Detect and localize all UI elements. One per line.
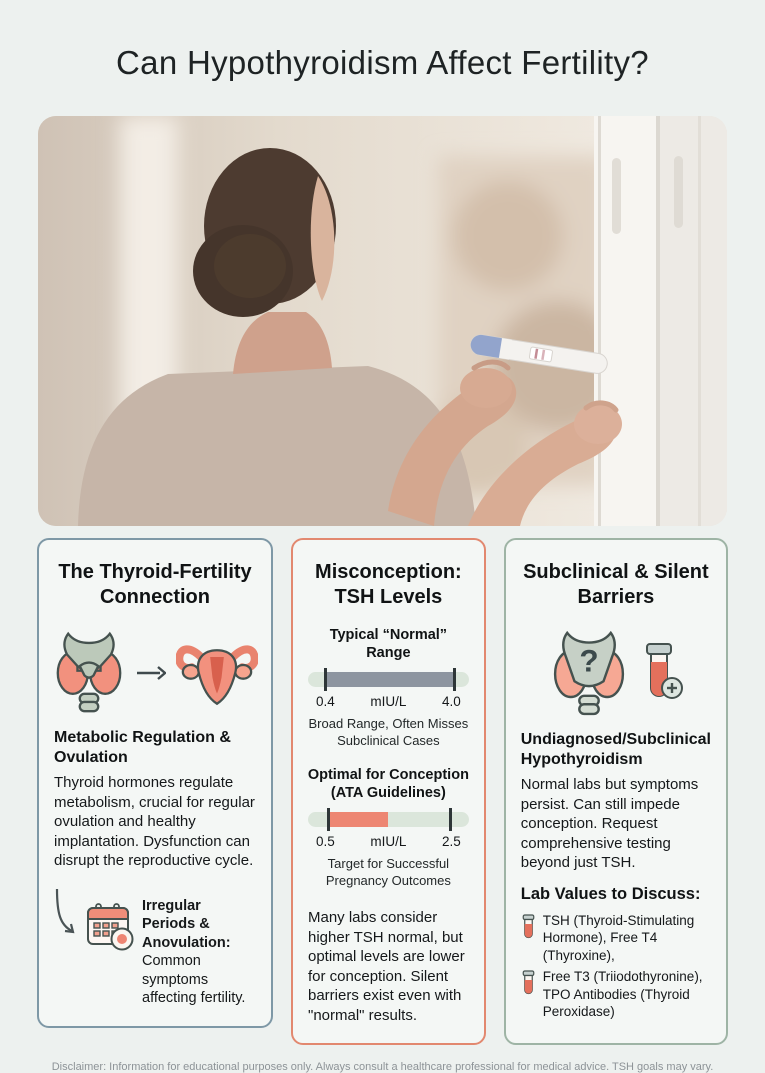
range-tick-max <box>449 808 452 831</box>
page-title: Can Hypothyroidism Affect Fertility? <box>116 44 649 81</box>
hero-photo <box>38 116 727 526</box>
lab-value-text: Free T3 (Triiodothyronine), TPO Antibodies (Thyroid Peroxidase) <box>542 969 703 1020</box>
curved-arrow-icon <box>52 887 78 939</box>
card-body: Normal labs but symptoms persist. Can still impede conception. Request comprehensive testing beyond just TSH. <box>520 776 699 872</box>
calendar-ovum-icon <box>84 901 136 953</box>
test-tube-icon <box>521 914 536 940</box>
card-title: The Thyroid-Fertility Connection <box>58 561 252 608</box>
card-title: Misconception: TSH Levels <box>315 561 462 608</box>
info-cards-row <box>0 538 765 1045</box>
window-handle-icon <box>612 158 621 234</box>
range-tick-min <box>327 808 330 831</box>
lab-values-title: Lab Values to Discuss: <box>520 884 701 903</box>
range-unit: mIU/L <box>370 694 407 710</box>
blood-test-tube-icon <box>639 642 683 706</box>
range-caption: Broad Range, Often Misses Subclinical Cases <box>308 716 469 749</box>
irregular-periods-callout <box>52 885 258 1008</box>
range-min: 0.4 <box>316 694 335 710</box>
range-bar-track <box>308 672 469 687</box>
range-max: 2.5 <box>441 834 461 850</box>
card-subclinical-barriers <box>504 538 728 1045</box>
range-max: 4.0 <box>441 694 461 710</box>
card-misconception-tsh <box>291 538 486 1045</box>
test-tube-icon <box>521 970 536 996</box>
typical-range-label: Typical “Normal” Range <box>329 627 448 662</box>
callout-body: Common symptoms affecting fertility. <box>142 953 246 1007</box>
lab-value-item <box>521 968 713 1021</box>
arrow-right-icon <box>136 665 166 681</box>
disclaimer-text: Disclaimer: Information for educational purposes only. Always consult a healthcare professional for medical advice. TSH goals may vary. <box>51 1061 714 1073</box>
range-bar-fill <box>324 672 453 687</box>
range-bar-fill <box>327 812 388 827</box>
typical-range-bar <box>308 672 469 750</box>
svg-text:?: ? <box>579 643 599 679</box>
range-tick-max <box>453 668 456 691</box>
callout-text <box>142 897 258 1008</box>
card-subheading: Undiagnosed/Subclinical Hypothyroidism <box>520 731 711 768</box>
range-tick-min <box>324 668 327 691</box>
optimal-range-bar <box>308 812 469 890</box>
range-min: 0.5 <box>316 834 335 850</box>
card-thyroid-fertility <box>37 538 273 1028</box>
thyroid-icon <box>52 629 126 717</box>
uterus-icon <box>176 638 258 708</box>
card-body: Many labs consider higher TSH normal, but optimal levels are lower for conception. Silent barriers exist even with "normal" results. <box>308 909 465 1024</box>
range-bar-track <box>308 812 469 827</box>
lab-value-item <box>521 912 713 965</box>
subclinical-graphic <box>519 628 713 720</box>
range-caption: Target for Successful Pregnancy Outcomes <box>325 856 451 889</box>
thyroid-to-uterus-graphic <box>52 628 258 718</box>
thyroid-question-icon <box>549 628 629 720</box>
lab-value-text: TSH (Thyroid-Stimulating Hormone), Free T4 (Thyroxine), <box>542 912 695 963</box>
card-title: Subclinical & Silent Barriers <box>523 561 709 608</box>
callout-title: Irregular Periods & Anovulation: <box>142 897 231 951</box>
card-body: Thyroid hormones regulate metabolism, crucial for regular ovulation and healthy implantation. Dysfunction can disrupt the reproductive cycle. <box>54 774 255 870</box>
card-subheading: Metabolic Regulation & Ovulation <box>54 729 231 766</box>
pregnancy-test-photo-illustration <box>38 116 727 526</box>
window-frame <box>594 116 727 526</box>
optimal-range-label: Optimal for Conception (ATA Guidelines) <box>307 767 469 802</box>
window-handle-icon <box>674 156 683 228</box>
range-unit: mIU/L <box>370 834 407 850</box>
